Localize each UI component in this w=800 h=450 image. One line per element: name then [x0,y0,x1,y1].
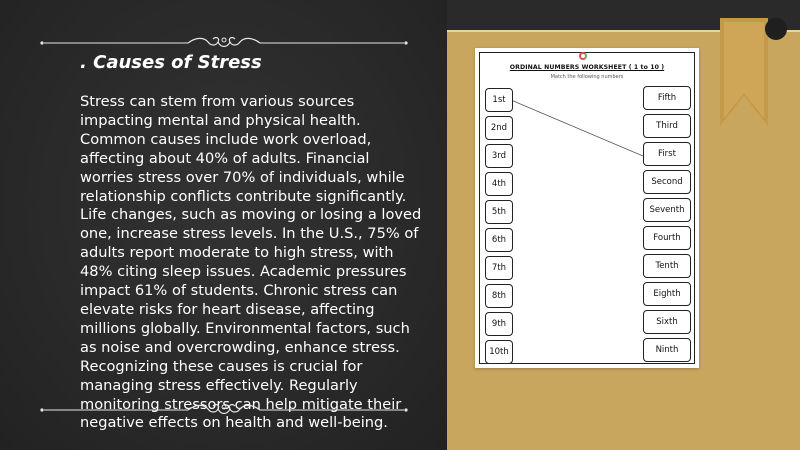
worksheet-title: ORDINAL NUMBERS WORKSHEET ( 1 to 10 ) [509,64,665,71]
worksheet-subtitle: Match the following numbers [550,74,624,80]
worksheet-left-item: 10th [485,340,513,364]
worksheet-right-item: Ninth [643,338,691,362]
worksheet-left-item: 9th [485,312,513,336]
worksheet-left-item: 6th [485,228,513,252]
bottom-ornament-divider [38,400,410,420]
bookmark-ribbon-face [724,22,764,118]
worksheet-left-item: 3rd [485,144,513,168]
worksheet-left-item: 2nd [485,116,513,140]
worksheet-right-item: Second [643,170,691,194]
worksheet-image [475,48,699,368]
bookmark-ring-icon [765,18,787,40]
worksheet-right-item: Seventh [643,198,691,222]
worksheet-left-item: 4th [485,172,513,196]
worksheet-right-item: Sixth [643,310,691,334]
worksheet-right-item: Tenth [643,254,691,278]
worksheet-right-item: Fourth [643,226,691,250]
top-ornament-divider [38,33,410,53]
worksheet-left-item: 1st [485,88,513,112]
worksheet-right-item: Third [643,114,691,138]
worksheet-left-item: 8th [485,284,513,308]
worksheet-right-item: Fifth [643,86,691,110]
worksheet-right-item: Eighth [643,282,691,306]
worksheet-right-item: First [643,142,691,166]
worksheet-left-item: 7th [485,256,513,280]
slide-body-text: Stress can stem from various sources impacting mental and physical health. Common causes include work overload, affecting about 40% of adults. Financial worries stress over 70% of individuals, while relationship conflicts contribute significantly. Life changes, such as moving or losing a loved one, increase stress levels. In the U.S., 75% of adults report moderate to high stress, with 48% citing sleep issues. Academic pressures impact 61% of students. Chronic stress can elevate risks for heart disease, affecting millions globally. Environmental factors, such as noise and overcrowding, enhance stress. Recognizing these causes is crucial for managing stress effectively. Regularly monitoring stressors can help mitigate their negative effects on health and well-being. [80,93,422,432]
slide-title: . Causes of Stress [80,52,262,73]
worksheet-left-item: 5th [485,200,513,224]
